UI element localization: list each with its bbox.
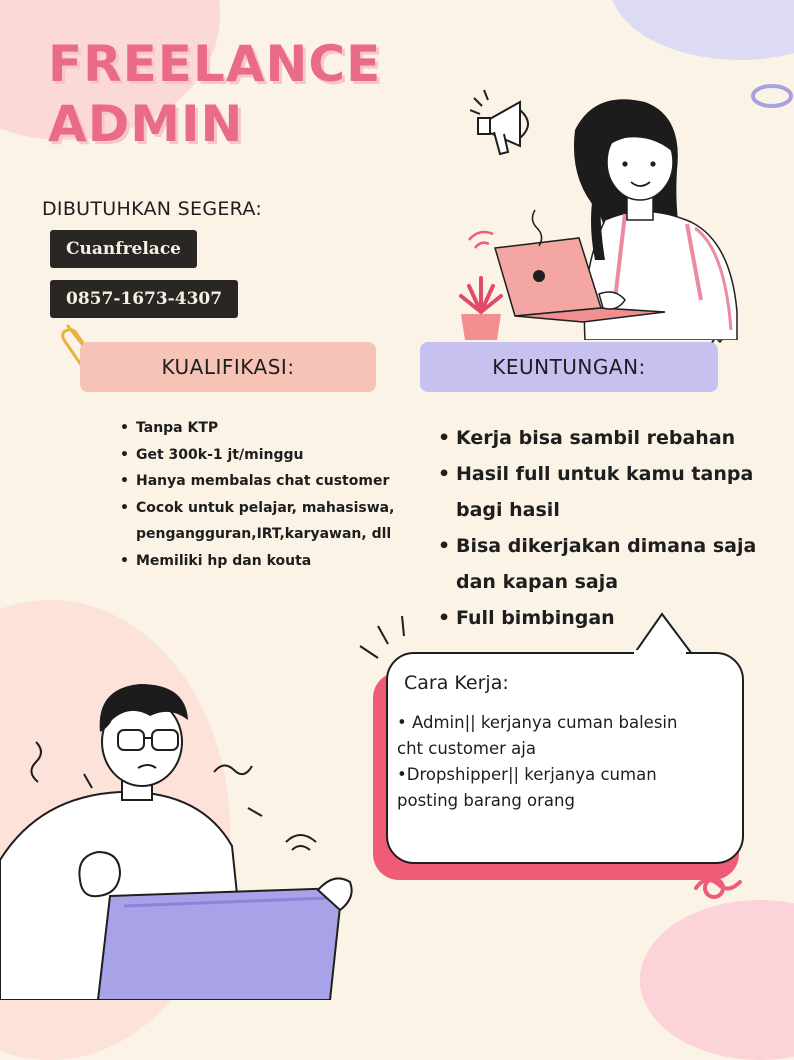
list-item: • Tanpa KTP (120, 415, 395, 442)
urgent-label: DIBUTUHKAN SEGERA: (42, 198, 263, 220)
benefits-heading: KEUNTUNGAN: (420, 342, 718, 392)
contact-phone-tag[interactable]: 0857-1673-4307 (50, 280, 238, 318)
list-item: • Memiliki hp dan kouta (120, 548, 395, 575)
how-to-work-title: Cara Kerja: (404, 672, 509, 694)
title-line-1: FREELANCE (48, 35, 382, 93)
list-item: • Full bimbingan (438, 600, 768, 636)
bg-blob-bottom-right (640, 900, 794, 1060)
list-item: • Cocok untuk pelajar, mahasiswa, pengangguran,IRT,karyawan, dll (120, 495, 395, 548)
curl-icon (690, 868, 750, 908)
list-item: • Hanya membalas chat customer (120, 468, 395, 495)
how-to-work-text (397, 710, 737, 814)
emphasis-lines (356, 612, 416, 666)
list-item: • Bisa dikerjakan dimana saja dan kapan saja (438, 528, 768, 600)
bg-blob-top-right (610, 0, 794, 60)
how-to-work-line: •Dropshipper|| kerjanya cuman (397, 765, 657, 784)
megaphone-icon (470, 88, 548, 164)
contact-name-tag: Cuanfrelace (50, 230, 197, 268)
bubble-tail-tape (632, 648, 688, 658)
list-item: • Kerja bisa sambil rebahan (438, 420, 768, 456)
page-title (48, 34, 381, 154)
title-line-2: ADMIN (48, 95, 244, 153)
how-to-work-line: posting barang orang (397, 791, 575, 810)
benefits-list (438, 420, 768, 636)
man-with-laptop-illustration (0, 676, 370, 1000)
qualifications-list (120, 415, 395, 574)
how-to-work-card (386, 652, 744, 864)
qualifications-heading: KUALIFIKASI: (80, 342, 376, 392)
how-to-work-line: • Admin|| kerjanya cuman balesin (397, 713, 678, 732)
list-item: • Get 300k-1 jt/minggu (120, 442, 395, 469)
list-item: • Hasil full untuk kamu tanpa bagi hasil (438, 456, 768, 528)
how-to-work-line: cht customer aja (397, 739, 536, 758)
